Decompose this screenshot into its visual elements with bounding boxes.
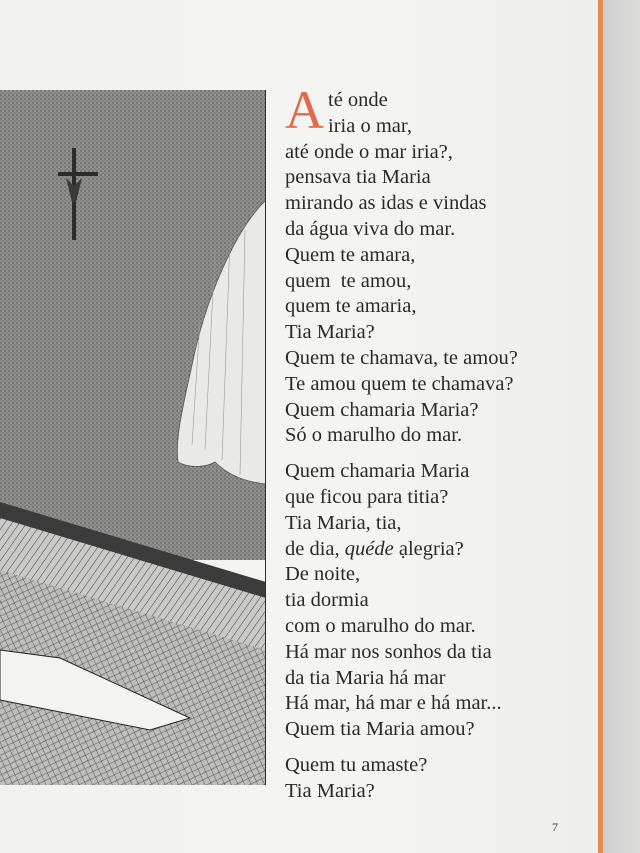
poem-line: Há mar, há mar e há mar... [285,692,502,715]
poem-line: mirando as idas e vindas [285,192,487,215]
poem-line: Tia Maria, tia, [285,511,402,534]
poem-line: Quem te chamava, te amou? [285,346,518,369]
poem-line: quem te amaria, [285,295,417,318]
stanza-2 [285,459,585,743]
poem-line: Tia Maria? [285,779,375,802]
poem-line: Quem chamaria Maria? [285,398,479,421]
poem-line: tia dormia [285,589,369,612]
poem-line: da tia Maria há mar [285,666,446,689]
line-part: ạlegria? [393,537,464,560]
poem-line: té onde [328,89,388,111]
poem-line: até onde o mar iria?, [285,140,453,163]
poem-line: da água viva do mar. [285,217,456,240]
poem-line: Quem tia Maria amou? [285,718,475,741]
poem-line: Quem tu amaste? [285,753,428,776]
poem-line: pensava tia Maria [285,166,431,189]
poem-line: que ficou para titia? [285,485,449,508]
line-part: de dia, [285,537,345,560]
poem-line: quem te amou, [285,269,412,292]
background-beyond-page [603,0,640,853]
stanza-3 [285,753,585,805]
poem-line: com o marulho do mar. [285,614,476,637]
engraving-illustration [0,90,266,785]
poem-line-italic-word [285,537,585,563]
italic-word: quéde [344,537,394,560]
poem-line: Te amou quem te chamava? [285,372,514,395]
poem-line: Quem chamaria Maria [285,460,470,483]
poem-line: Tia Maria? [285,321,375,344]
poem-line: iria o mar, [328,114,412,137]
page-number: 7 [552,820,558,834]
poem-line: Só o marulho do mar. [285,424,463,447]
poem-line: Quem te amara, [285,243,416,266]
poem-line: De noite, [285,563,361,586]
poem-line: Há mar nos sonhos da tia [285,640,492,663]
poem [285,80,585,815]
drop-cap: A [285,80,324,140]
stanza-1 [285,80,585,449]
